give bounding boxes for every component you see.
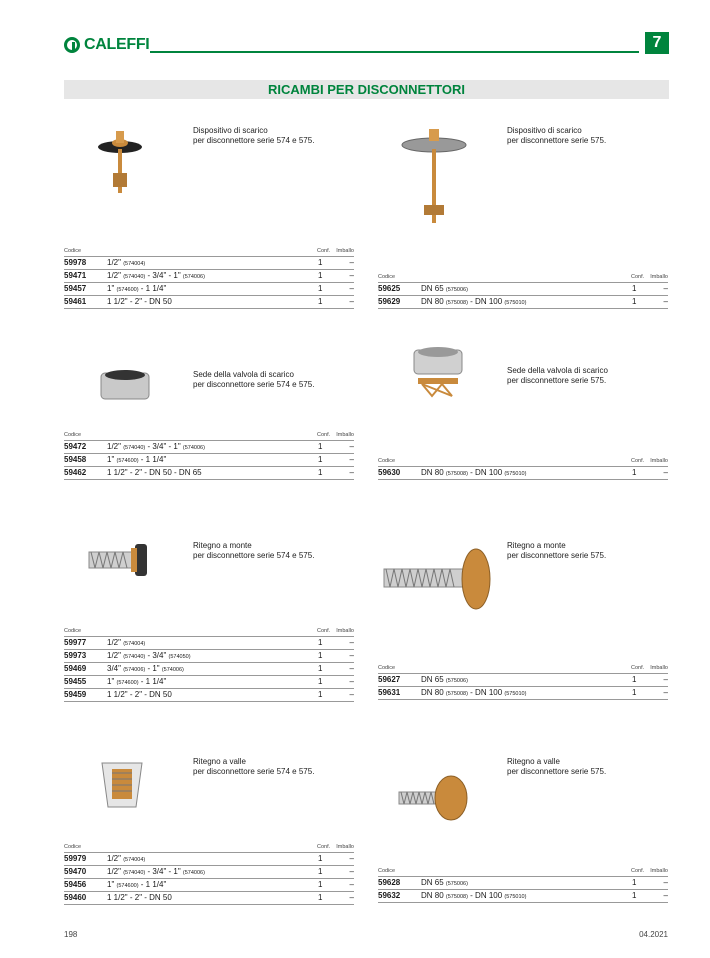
column-header-conf: Conf. <box>631 274 645 280</box>
part-imballo: – <box>349 468 354 477</box>
valve-seat-575-image <box>408 340 468 400</box>
parts-table-valle-574 <box>64 838 354 905</box>
part-conf: 1 <box>318 880 323 889</box>
column-header-imballo: Imballo <box>650 458 668 464</box>
table-header <box>378 862 668 877</box>
part-size <box>107 650 318 662</box>
part-conf: 1 <box>318 468 323 477</box>
part-size-fragment: 1/2" <box>107 258 124 267</box>
part-code: 59628 <box>378 878 401 887</box>
part-size-fragment: - DN 100 <box>467 468 505 477</box>
part-size <box>421 687 632 699</box>
part-imballo: – <box>349 690 354 699</box>
part-size-fragment: 1 1/2" - 2" - DN 50 <box>107 893 172 902</box>
part-size-fragment: (575008) <box>445 471 468 477</box>
part-code: 59629 <box>378 297 401 306</box>
part-size-fragment: (574006) <box>182 870 205 876</box>
part-conf: 1 <box>632 675 637 684</box>
part-imballo: – <box>349 284 354 293</box>
table-row <box>64 467 354 480</box>
part-code: 59457 <box>64 284 87 293</box>
part-imballo: – <box>349 854 354 863</box>
part-size-fragment: - 3/4" - 1" <box>145 867 183 876</box>
section-desc-sede-575: Sede della valvola di scarico per disconnettore serie 575. <box>507 366 608 385</box>
part-size-fragment: (574050) <box>168 654 191 660</box>
part-size-fragment: 1" <box>107 284 117 293</box>
column-header-conf: Conf. <box>317 628 331 634</box>
table-row <box>378 467 668 480</box>
part-size-fragment: (574006) <box>182 274 205 280</box>
drain-device-575-image <box>398 125 468 235</box>
part-size-fragment: 1/2" <box>107 854 124 863</box>
part-code: 59459 <box>64 690 87 699</box>
section-desc-valle-574: Ritegno a valle per disconnettore serie 574 e 575. <box>193 757 315 776</box>
part-imballo: – <box>663 284 668 293</box>
section-desc-dispositivo-574: Dispositivo di scarico per disconnettore serie 574 e 575. <box>193 126 315 145</box>
table-row <box>64 879 354 892</box>
part-size-fragment: 1/2" <box>107 651 124 660</box>
part-size-fragment: - 3/4" <box>145 651 169 660</box>
publication-date: 04.2021 <box>639 930 668 939</box>
part-code: 59979 <box>64 854 87 863</box>
column-header-conf: Conf. <box>631 868 645 874</box>
table-header <box>64 838 354 853</box>
table-header <box>378 659 668 674</box>
part-size <box>107 663 318 675</box>
part-conf: 1 <box>318 271 323 280</box>
part-size-fragment: (575006) <box>445 678 468 684</box>
table-row <box>378 877 668 890</box>
part-code: 59978 <box>64 258 87 267</box>
part-code: 59461 <box>64 297 87 306</box>
column-header-code: Codice <box>64 628 82 634</box>
part-conf: 1 <box>318 677 323 686</box>
part-size-fragment: 1" <box>107 455 117 464</box>
parts-table-dispositivo-575 <box>378 268 668 309</box>
part-conf: 1 <box>632 284 637 293</box>
part-size-fragment: 1 1/2" - 2" - DN 50 <box>107 690 172 699</box>
part-size <box>107 441 318 453</box>
part-conf: 1 <box>318 442 323 451</box>
part-size-fragment: (574600) <box>116 883 139 889</box>
part-conf: 1 <box>632 878 637 887</box>
table-row <box>378 687 668 700</box>
part-size <box>421 877 632 889</box>
part-size-fragment: DN 65 <box>421 878 446 887</box>
part-size <box>107 296 318 308</box>
section-desc-monte-575: Ritegno a monte per disconnettore serie 575. <box>507 541 607 560</box>
part-conf: 1 <box>632 468 637 477</box>
column-header-imballo: Imballo <box>650 665 668 671</box>
header-rule <box>150 51 639 53</box>
column-header-code: Codice <box>378 868 396 874</box>
table-header <box>64 242 354 257</box>
table-header <box>64 426 354 441</box>
part-imballo: – <box>663 297 668 306</box>
part-conf: 1 <box>318 664 323 673</box>
caleffi-logo <box>64 36 149 54</box>
part-size-fragment: - 1 1/4" <box>138 284 167 293</box>
column-header-conf: Conf. <box>317 248 331 254</box>
part-size-fragment: (575008) <box>445 894 468 900</box>
part-size <box>421 890 632 902</box>
part-size-fragment: 1 1/2" - 2" - DN 50 <box>107 297 172 306</box>
part-code: 59469 <box>64 664 87 673</box>
column-header-imballo: Imballo <box>650 868 668 874</box>
part-size-fragment: - 3/4" - 1" <box>145 271 183 280</box>
part-imballo: – <box>349 442 354 451</box>
part-size <box>421 467 632 479</box>
part-code: 59977 <box>64 638 87 647</box>
part-size-fragment: (575010) <box>504 691 527 697</box>
part-size <box>107 879 318 891</box>
part-conf: 1 <box>632 891 637 900</box>
table-header <box>378 452 668 467</box>
part-conf: 1 <box>318 455 323 464</box>
part-size-fragment: (575010) <box>504 894 527 900</box>
parts-table-dispositivo-574 <box>64 242 354 309</box>
parts-table-monte-575 <box>378 659 668 700</box>
part-imballo: – <box>663 675 668 684</box>
part-conf: 1 <box>632 297 637 306</box>
part-size-fragment: (574040) <box>123 870 146 876</box>
part-conf: 1 <box>318 893 323 902</box>
upstream-check-575-image <box>380 545 500 615</box>
drain-device-574-image <box>85 125 155 205</box>
part-size-fragment: (575008) <box>445 691 468 697</box>
table-row <box>378 283 668 296</box>
part-conf: 1 <box>318 297 323 306</box>
part-size <box>107 257 318 269</box>
part-size <box>107 283 318 295</box>
part-conf: 1 <box>318 258 323 267</box>
column-header-imballo: Imballo <box>650 274 668 280</box>
part-size-fragment: (575010) <box>504 300 527 306</box>
chapter-badge: 7 <box>645 32 669 54</box>
part-imballo: – <box>349 297 354 306</box>
page-number: 198 <box>64 930 78 939</box>
part-size-fragment: - DN 100 <box>467 688 505 697</box>
table-row <box>64 866 354 879</box>
table-row <box>64 441 354 454</box>
part-size-fragment: (575010) <box>504 471 527 477</box>
table-row <box>64 270 354 283</box>
part-size-fragment: (575006) <box>445 881 468 887</box>
part-imballo: – <box>349 867 354 876</box>
table-row <box>64 892 354 905</box>
part-size-fragment: - 3/4" - 1" <box>145 442 183 451</box>
table-row <box>64 663 354 676</box>
part-size-fragment: (574006) <box>182 445 205 451</box>
column-header-code: Codice <box>378 274 396 280</box>
part-conf: 1 <box>318 638 323 647</box>
part-size-fragment: (574600) <box>116 680 139 686</box>
part-imballo: – <box>349 677 354 686</box>
part-size-fragment: DN 80 <box>421 468 446 477</box>
part-conf: 1 <box>632 688 637 697</box>
part-size-fragment: 1" <box>107 880 117 889</box>
part-imballo: – <box>349 880 354 889</box>
part-size <box>107 467 318 479</box>
part-conf: 1 <box>318 690 323 699</box>
table-row <box>64 676 354 689</box>
part-size-fragment: (574040) <box>123 654 146 660</box>
part-size-fragment: (574004) <box>123 857 146 863</box>
part-code: 59632 <box>378 891 401 900</box>
part-size-fragment: (575008) <box>445 300 468 306</box>
part-size-fragment: 1/2" <box>107 442 124 451</box>
part-code: 59973 <box>64 651 87 660</box>
part-size-fragment: 1/2" <box>107 867 124 876</box>
part-size-fragment: 1 1/2" - 2" - DN 50 - DN 65 <box>107 468 202 477</box>
part-imballo: – <box>349 651 354 660</box>
part-code: 59631 <box>378 688 401 697</box>
section-desc-monte-574: Ritegno a monte per disconnettore serie 574 e 575. <box>193 541 315 560</box>
part-code: 59456 <box>64 880 87 889</box>
part-size-fragment: 1/2" <box>107 638 124 647</box>
part-size-fragment: DN 65 <box>421 284 446 293</box>
column-header-conf: Conf. <box>317 844 331 850</box>
table-row <box>378 296 668 309</box>
part-imballo: – <box>349 893 354 902</box>
parts-table-monte-574 <box>64 622 354 702</box>
part-imballo: – <box>663 688 668 697</box>
column-header-code: Codice <box>64 432 82 438</box>
part-size-fragment: (574004) <box>123 641 146 647</box>
part-size <box>107 676 318 688</box>
column-header-conf: Conf. <box>317 432 331 438</box>
column-header-imballo: Imballo <box>336 248 354 254</box>
part-size <box>107 637 318 649</box>
upstream-check-574-image <box>85 540 155 580</box>
parts-table-valle-575 <box>378 862 668 903</box>
part-imballo: – <box>349 271 354 280</box>
part-code: 59462 <box>64 468 87 477</box>
part-imballo: – <box>349 638 354 647</box>
part-size-fragment: (574004) <box>123 261 146 267</box>
part-size-fragment: (574006) <box>161 667 184 673</box>
table-row <box>378 890 668 903</box>
table-row <box>64 257 354 270</box>
part-size-fragment: (574600) <box>116 458 139 464</box>
section-desc-dispositivo-575: Dispositivo di scarico per disconnettore serie 575. <box>507 126 607 145</box>
part-imballo: – <box>663 878 668 887</box>
part-size-fragment: (574600) <box>116 287 139 293</box>
table-row <box>64 296 354 309</box>
caleffi-logo-icon <box>64 37 80 53</box>
table-row <box>64 853 354 866</box>
table-row <box>64 283 354 296</box>
part-size-fragment: (575006) <box>445 287 468 293</box>
part-size-fragment: - DN 100 <box>467 891 505 900</box>
part-imballo: – <box>663 468 668 477</box>
part-imballo: – <box>663 891 668 900</box>
column-header-code: Codice <box>64 844 82 850</box>
part-conf: 1 <box>318 867 323 876</box>
column-header-code: Codice <box>378 665 396 671</box>
part-code: 59455 <box>64 677 87 686</box>
section-desc-sede-574: Sede della valvola di scarico per disconnettore serie 574 e 575. <box>193 370 315 389</box>
column-header-imballo: Imballo <box>336 628 354 634</box>
table-header <box>64 622 354 637</box>
part-size-fragment: DN 65 <box>421 675 446 684</box>
part-size-fragment: - 1 1/4" <box>138 677 167 686</box>
table-header <box>378 268 668 283</box>
part-size-fragment: (574006) <box>123 667 146 673</box>
column-header-imballo: Imballo <box>336 432 354 438</box>
valve-seat-574-image <box>95 365 155 405</box>
downstream-check-575-image <box>395 770 475 830</box>
table-row <box>64 637 354 650</box>
column-header-conf: Conf. <box>631 665 645 671</box>
part-size <box>421 674 632 686</box>
column-header-code: Codice <box>64 248 82 254</box>
part-code: 59630 <box>378 468 401 477</box>
part-code: 59460 <box>64 893 87 902</box>
section-desc-valle-575: Ritegno a valle per disconnettore serie 575. <box>507 757 607 776</box>
part-code: 59627 <box>378 675 401 684</box>
part-size-fragment: 1/2" <box>107 271 124 280</box>
part-size <box>107 892 318 904</box>
part-size <box>107 454 318 466</box>
part-size-fragment: - DN 100 <box>467 297 505 306</box>
part-size-fragment: DN 80 <box>421 688 446 697</box>
part-size <box>421 283 632 295</box>
table-row <box>64 454 354 467</box>
table-row <box>64 650 354 663</box>
part-code: 59471 <box>64 271 87 280</box>
part-size-fragment: DN 80 <box>421 891 446 900</box>
brand-name: CALEFFI <box>84 36 150 53</box>
part-code: 59470 <box>64 867 87 876</box>
part-size-fragment: 1" <box>107 677 117 686</box>
part-size-fragment: - 1" <box>145 664 162 673</box>
page-title: RICAMBI PER DISCONNETTORI <box>64 80 669 99</box>
part-conf: 1 <box>318 854 323 863</box>
part-imballo: – <box>349 664 354 673</box>
part-size-fragment: (574040) <box>123 274 146 280</box>
part-size <box>421 296 632 308</box>
part-size-fragment: - 1 1/4" <box>138 880 167 889</box>
parts-table-sede-575 <box>378 452 668 480</box>
part-code: 59458 <box>64 455 87 464</box>
table-row <box>64 689 354 702</box>
part-conf: 1 <box>318 284 323 293</box>
part-size-fragment: - 1 1/4" <box>138 455 167 464</box>
part-size <box>107 270 318 282</box>
part-size <box>107 689 318 701</box>
part-code: 59472 <box>64 442 87 451</box>
part-imballo: – <box>349 258 354 267</box>
column-header-code: Codice <box>378 458 396 464</box>
part-size-fragment: (574040) <box>123 445 146 451</box>
column-header-imballo: Imballo <box>336 844 354 850</box>
part-conf: 1 <box>318 651 323 660</box>
table-row <box>378 674 668 687</box>
column-header-conf: Conf. <box>631 458 645 464</box>
part-code: 59625 <box>378 284 401 293</box>
downstream-check-574-image <box>92 755 152 815</box>
part-size-fragment: 3/4" <box>107 664 124 673</box>
part-size <box>107 853 318 865</box>
parts-table-sede-574 <box>64 426 354 480</box>
part-size-fragment: DN 80 <box>421 297 446 306</box>
part-size <box>107 866 318 878</box>
part-imballo: – <box>349 455 354 464</box>
